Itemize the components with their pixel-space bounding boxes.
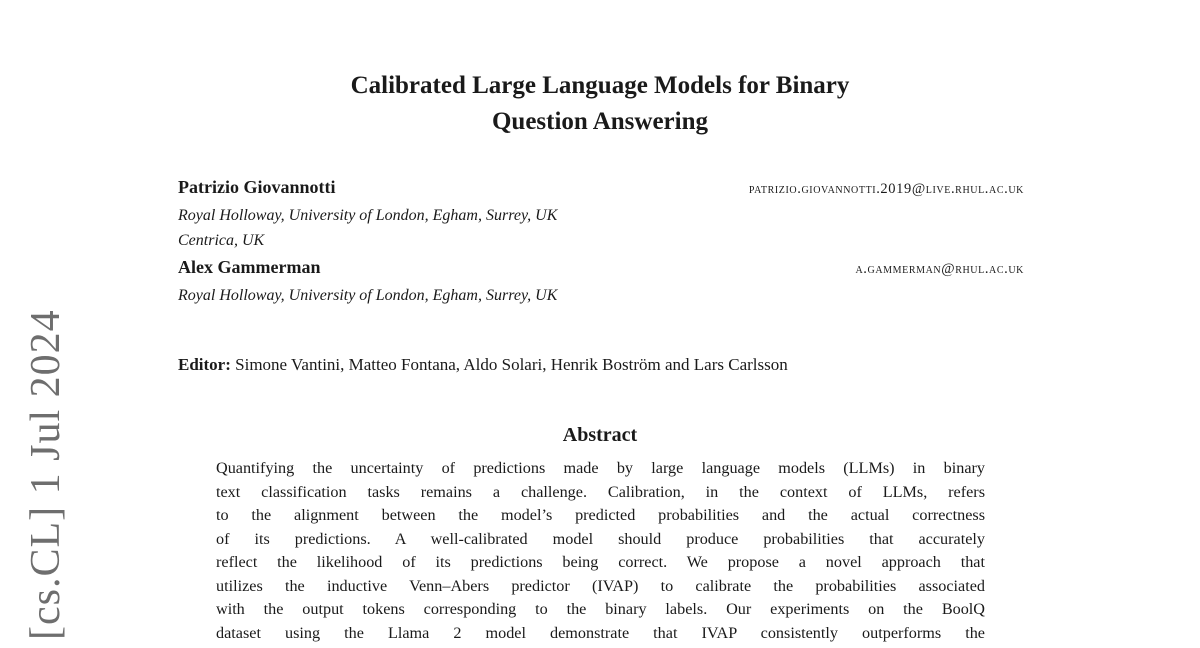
abstract-line: Quantifying the uncertainty of predictions made by large language models (LLMs) in binary (216, 459, 985, 477)
author-name: Patrizio Giovannotti (178, 177, 336, 197)
paper-title (250, 68, 950, 140)
author-affiliation: Royal Holloway, University of London, Egham, Surrey, UK (178, 207, 558, 224)
abstract-body (216, 457, 985, 645)
abstract-line: to the alignment between the model’s predicted probabilities and the actual correctness (216, 506, 985, 524)
author-block-2 (178, 257, 1024, 308)
abstract-line: dataset using the Llama 2 model demonstrate that IVAP consistently outperforms the (216, 623, 985, 642)
author-affiliation: Royal Holloway, University of London, Egham, Surrey, UK (178, 287, 558, 304)
title-line: Calibrated Large Language Models for Binary (350, 72, 850, 99)
editor-label: Editor: (178, 355, 231, 374)
abstract-line: with the output tokens corresponding to the binary labels. Our experiments on the BoolQ (216, 600, 985, 618)
abstract-line: reflect the likelihood of its predictions being correct. We propose a novel approach that (216, 553, 985, 571)
arxiv-side-stamp: [cs.CL] 1 Jul 2024 (23, 309, 69, 640)
author-affiliation: Centrica, UK (178, 232, 265, 249)
abstract-line: text classification tasks remains a challenge. Calibration, in the context of LLMs, refers (216, 482, 985, 501)
author-email[interactable]: a.gammerman@rhul.ac.uk (855, 261, 1024, 277)
abstract-heading: Abstract (562, 424, 638, 446)
author-email[interactable]: patrizio.giovannotti.2019@live.rhul.ac.uk (748, 181, 1024, 197)
author-block-1 (178, 177, 1024, 253)
editor-line (178, 355, 788, 375)
author-name: Alex Gammerman (178, 257, 321, 277)
abstract-line: of its predictions. A well-calibrated model should produce probabilities that accurately (216, 529, 985, 548)
abstract-line: utilizes the inductive Venn–Abers predictor (IVAP) to calibrate the probabilities associated (216, 576, 985, 595)
editor-names: Simone Vantini, Matteo Fontana, Aldo Solari, Henrik Boström and Lars Carlsson (235, 355, 788, 374)
title-line: Question Answering (491, 108, 708, 135)
